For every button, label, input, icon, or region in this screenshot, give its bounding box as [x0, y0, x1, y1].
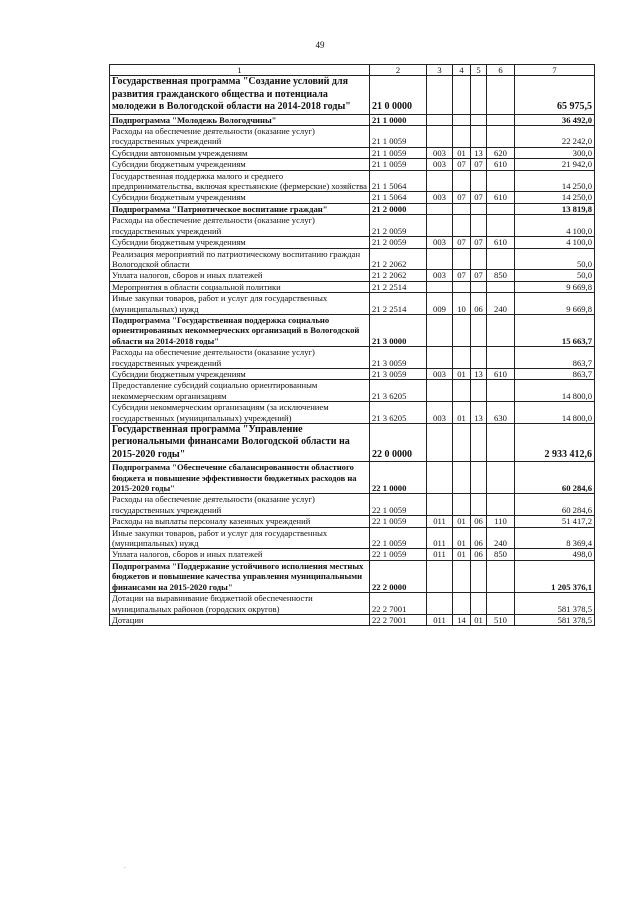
- row-pr-cell: 13: [471, 147, 487, 158]
- row-code-cell: 21 2 2062: [370, 248, 427, 270]
- row-vr-cell: [427, 215, 453, 237]
- row-code-cell: 22 2 0000: [370, 560, 427, 592]
- row-vid-cell: [487, 248, 515, 270]
- row-vid-cell: [487, 215, 515, 237]
- row-rz-cell: [453, 462, 471, 494]
- row-vid-cell: 110: [487, 516, 515, 527]
- subprogram-row: [110, 203, 595, 214]
- row-name-cell: Государственная программа "Создание условий для развития гражданского общества и потенциала молодежи в Вологодской области на 2014-2018 годы": [110, 76, 370, 114]
- row-sum-cell: 8 369,4: [515, 527, 595, 549]
- header-cell: 1: [110, 65, 370, 76]
- row-code-cell: 21 3 0059: [370, 347, 427, 369]
- row-name-cell: Расходы на обеспечение деятельности (оказание услуг) государственных учреждений: [110, 215, 370, 237]
- row-code-cell: 22 0 0000: [370, 424, 427, 462]
- row-vid-cell: 510: [487, 614, 515, 625]
- row-vr-cell: 003: [427, 237, 453, 248]
- row-code-cell: 21 1 5064: [370, 170, 427, 192]
- budget-table: [109, 64, 595, 626]
- row-code-cell: 21 2 0059: [370, 215, 427, 237]
- row-vr-cell: [427, 126, 453, 148]
- row-sum-cell: 15 663,7: [515, 314, 595, 346]
- row-name-cell: Дотации: [110, 614, 370, 625]
- row-rz-cell: [453, 424, 471, 462]
- row-code-cell: 21 3 6205: [370, 402, 427, 424]
- row-vid-cell: [487, 560, 515, 592]
- row-vid-cell: [487, 380, 515, 402]
- row-rz-cell: 01: [453, 147, 471, 158]
- row-vr-cell: 011: [427, 527, 453, 549]
- row-sum-cell: 51 417,2: [515, 516, 595, 527]
- row-name-cell: Расходы на выплаты персоналу казенных учреждений: [110, 516, 370, 527]
- table-row: [110, 614, 595, 625]
- row-vr-cell: [427, 560, 453, 592]
- row-vid-cell: [487, 347, 515, 369]
- row-vr-cell: [427, 462, 453, 494]
- row-pr-cell: [471, 424, 487, 462]
- row-rz-cell: 01: [453, 402, 471, 424]
- row-code-cell: 21 2 0059: [370, 237, 427, 248]
- row-pr-cell: 13: [471, 402, 487, 424]
- row-rz-cell: [453, 560, 471, 592]
- table-row: [110, 593, 595, 615]
- header-cell: 2: [370, 65, 427, 76]
- row-name-cell: Расходы на обеспечение деятельности (оказание услуг) государственных учреждений: [110, 126, 370, 148]
- row-sum-cell: 50,0: [515, 248, 595, 270]
- row-vr-cell: 003: [427, 147, 453, 158]
- row-vid-cell: 850: [487, 270, 515, 281]
- row-vid-cell: [487, 170, 515, 192]
- table-row: [110, 215, 595, 237]
- row-name-cell: Подпрограмма "Молодежь Вологодчины": [110, 114, 370, 125]
- row-rz-cell: [453, 76, 471, 114]
- row-sum-cell: 498,0: [515, 549, 595, 560]
- subprogram-row: [110, 314, 595, 346]
- row-code-cell: 21 0 0000: [370, 76, 427, 114]
- row-vid-cell: 630: [487, 402, 515, 424]
- row-rz-cell: [453, 126, 471, 148]
- page-number: 49: [315, 40, 325, 50]
- row-sum-cell: 22 242,0: [515, 126, 595, 148]
- row-vr-cell: [427, 380, 453, 402]
- table-row: [110, 516, 595, 527]
- row-sum-cell: 13 819,8: [515, 203, 595, 214]
- row-vid-cell: 610: [487, 192, 515, 203]
- table-row: [110, 527, 595, 549]
- row-sum-cell: 9 669,8: [515, 293, 595, 315]
- row-vid-cell: [487, 281, 515, 292]
- row-code-cell: 21 3 0059: [370, 368, 427, 379]
- row-sum-cell: 4 100,0: [515, 215, 595, 237]
- row-name-cell: Иные закупки товаров, работ и услуг для государственных (муниципальных) нужд: [110, 293, 370, 315]
- row-pr-cell: [471, 203, 487, 214]
- row-code-cell: 21 1 0059: [370, 126, 427, 148]
- row-vr-cell: 003: [427, 402, 453, 424]
- row-rz-cell: 01: [453, 527, 471, 549]
- row-sum-cell: 4 100,0: [515, 237, 595, 248]
- header-cell: 5: [471, 65, 487, 76]
- row-vid-cell: 610: [487, 159, 515, 170]
- table-row: [110, 549, 595, 560]
- row-name-cell: Субсидии бюджетным учреждениям: [110, 159, 370, 170]
- row-pr-cell: [471, 462, 487, 494]
- table-row: [110, 170, 595, 192]
- row-rz-cell: [453, 380, 471, 402]
- row-pr-cell: 06: [471, 527, 487, 549]
- row-name-cell: Реализация мероприятий по патриотическому воспитанию граждан Вологодской области: [110, 248, 370, 270]
- row-name-cell: Подпрограмма "Государственная поддержка социально ориентированных некоммерческих организаций в Вологодской области на 2014-2018 годы": [110, 314, 370, 346]
- row-pr-cell: [471, 76, 487, 114]
- row-pr-cell: 06: [471, 293, 487, 315]
- row-vr-cell: [427, 76, 453, 114]
- table-row: [110, 237, 595, 248]
- row-name-cell: Мероприятия в области социальной политики: [110, 281, 370, 292]
- row-code-cell: 21 1 5064: [370, 192, 427, 203]
- row-sum-cell: 60 284,6: [515, 462, 595, 494]
- row-vr-cell: 011: [427, 549, 453, 560]
- row-rz-cell: 01: [453, 516, 471, 527]
- row-pr-cell: [471, 170, 487, 192]
- row-vr-cell: [427, 248, 453, 270]
- subprogram-row: [110, 462, 595, 494]
- row-vr-cell: [427, 203, 453, 214]
- table-row: [110, 270, 595, 281]
- row-vid-cell: 240: [487, 527, 515, 549]
- row-vr-cell: 011: [427, 516, 453, 527]
- row-name-cell: Субсидии некоммерческим организациям (за исключением государственных (муниципальных) учреждений): [110, 402, 370, 424]
- row-vr-cell: 003: [427, 368, 453, 379]
- row-pr-cell: 07: [471, 270, 487, 281]
- row-sum-cell: 581 378,5: [515, 593, 595, 615]
- row-vr-cell: 009: [427, 293, 453, 315]
- row-vid-cell: [487, 126, 515, 148]
- row-name-cell: Субсидии бюджетным учреждениям: [110, 192, 370, 203]
- table-row: [110, 159, 595, 170]
- row-vid-cell: 850: [487, 549, 515, 560]
- row-name-cell: Субсидии бюджетным учреждениям: [110, 368, 370, 379]
- row-name-cell: Государственная программа "Управление региональными финансами Вологодской области на 2015-2020 годы": [110, 424, 370, 462]
- row-pr-cell: 07: [471, 237, 487, 248]
- row-sum-cell: 60 284,6: [515, 494, 595, 516]
- row-vr-cell: [427, 424, 453, 462]
- table-row: [110, 192, 595, 203]
- row-code-cell: 22 2 7001: [370, 614, 427, 625]
- row-sum-cell: 21 942,0: [515, 159, 595, 170]
- row-sum-cell: 65 975,5: [515, 76, 595, 114]
- row-vr-cell: [427, 494, 453, 516]
- row-vid-cell: [487, 424, 515, 462]
- subprogram-row: [110, 114, 595, 125]
- row-vr-cell: [427, 347, 453, 369]
- row-vid-cell: 610: [487, 368, 515, 379]
- row-pr-cell: 07: [471, 159, 487, 170]
- row-pr-cell: [471, 248, 487, 270]
- table-row: [110, 494, 595, 516]
- row-code-cell: 21 1 0059: [370, 147, 427, 158]
- row-vid-cell: [487, 203, 515, 214]
- subprogram-row: [110, 560, 595, 592]
- row-name-cell: Иные закупки товаров, работ и услуг для государственных (муниципальных) нужд: [110, 527, 370, 549]
- row-vid-cell: [487, 114, 515, 125]
- row-rz-cell: [453, 170, 471, 192]
- row-rz-cell: [453, 347, 471, 369]
- row-vr-cell: 003: [427, 270, 453, 281]
- row-vid-cell: [487, 462, 515, 494]
- row-pr-cell: [471, 347, 487, 369]
- row-sum-cell: 50,0: [515, 270, 595, 281]
- row-rz-cell: 07: [453, 237, 471, 248]
- row-rz-cell: [453, 114, 471, 125]
- row-name-cell: Уплата налогов, сборов и иных платежей: [110, 270, 370, 281]
- row-sum-cell: 9 669,8: [515, 281, 595, 292]
- row-pr-cell: [471, 114, 487, 125]
- row-vid-cell: [487, 494, 515, 516]
- row-sum-cell: 300,0: [515, 147, 595, 158]
- row-code-cell: 21 2 2514: [370, 281, 427, 292]
- row-vr-cell: [427, 281, 453, 292]
- row-rz-cell: 14: [453, 614, 471, 625]
- row-pr-cell: 01: [471, 614, 487, 625]
- row-rz-cell: 07: [453, 192, 471, 203]
- row-code-cell: 22 2 7001: [370, 593, 427, 615]
- row-pr-cell: [471, 281, 487, 292]
- row-rz-cell: [453, 248, 471, 270]
- row-code-cell: 22 1 0059: [370, 549, 427, 560]
- row-sum-cell: 14 250,0: [515, 170, 595, 192]
- row-vr-cell: [427, 114, 453, 125]
- row-sum-cell: 581 378,5: [515, 614, 595, 625]
- table-row: [110, 126, 595, 148]
- row-name-cell: Подпрограмма "Патриотическое воспитание граждан": [110, 203, 370, 214]
- row-rz-cell: 01: [453, 368, 471, 379]
- row-code-cell: 21 3 0000: [370, 314, 427, 346]
- row-pr-cell: [471, 560, 487, 592]
- table-row: [110, 380, 595, 402]
- row-code-cell: 22 1 0059: [370, 527, 427, 549]
- table-row: [110, 368, 595, 379]
- table-row: [110, 147, 595, 158]
- row-name-cell: Расходы на обеспечение деятельности (оказание услуг) государственных учреждений: [110, 494, 370, 516]
- row-rz-cell: [453, 314, 471, 346]
- row-rz-cell: [453, 215, 471, 237]
- row-name-cell: Субсидии бюджетным учреждениям: [110, 237, 370, 248]
- program-row: [110, 76, 595, 114]
- row-vr-cell: 003: [427, 192, 453, 203]
- row-pr-cell: [471, 126, 487, 148]
- row-code-cell: 21 1 0059: [370, 159, 427, 170]
- row-vr-cell: [427, 314, 453, 346]
- row-name-cell: Расходы на обеспечение деятельности (оказание услуг) государственных учреждений: [110, 347, 370, 369]
- row-rz-cell: 01: [453, 549, 471, 560]
- row-name-cell: Подпрограмма "Поддержание устойчивого исполнения местных бюджетов и повышение качества управления муниципальными финансами на 2015-2020 годы": [110, 560, 370, 592]
- row-pr-cell: 13: [471, 368, 487, 379]
- row-code-cell: 21 2 2062: [370, 270, 427, 281]
- header-cell: 4: [453, 65, 471, 76]
- row-vr-cell: [427, 170, 453, 192]
- row-code-cell: 21 2 0000: [370, 203, 427, 214]
- row-vid-cell: 240: [487, 293, 515, 315]
- row-vid-cell: 610: [487, 237, 515, 248]
- row-name-cell: Государственная поддержка малого и среднего предпринимательства, включая крестьянские (фермерские) хозяйства: [110, 170, 370, 192]
- row-pr-cell: [471, 314, 487, 346]
- row-rz-cell: [453, 203, 471, 214]
- table-row: [110, 347, 595, 369]
- row-sum-cell: 14 800,0: [515, 402, 595, 424]
- row-sum-cell: 863,7: [515, 347, 595, 369]
- row-code-cell: 22 1 0059: [370, 494, 427, 516]
- row-sum-cell: 1 205 376,1: [515, 560, 595, 592]
- row-vid-cell: [487, 314, 515, 346]
- row-pr-cell: [471, 593, 487, 615]
- header-cell: 6: [487, 65, 515, 76]
- row-rz-cell: 10: [453, 293, 471, 315]
- row-sum-cell: 36 492,0: [515, 114, 595, 125]
- row-pr-cell: 07: [471, 192, 487, 203]
- row-name-cell: Уплата налогов, сборов и иных платежей: [110, 549, 370, 560]
- row-pr-cell: 06: [471, 516, 487, 527]
- row-pr-cell: [471, 215, 487, 237]
- row-rz-cell: [453, 494, 471, 516]
- table-row: [110, 293, 595, 315]
- row-sum-cell: 2 933 412,6: [515, 424, 595, 462]
- table-row: [110, 281, 595, 292]
- row-vr-cell: 003: [427, 159, 453, 170]
- row-vid-cell: [487, 593, 515, 615]
- row-code-cell: 22 1 0059: [370, 516, 427, 527]
- row-code-cell: 21 1 0000: [370, 114, 427, 125]
- row-vr-cell: [427, 593, 453, 615]
- margin-mark: .: [124, 862, 126, 870]
- row-name-cell: Субсидии автономным учреждениям: [110, 147, 370, 158]
- row-name-cell: Дотации на выравнивание бюджетной обеспеченности муниципальных районов (городских округов): [110, 593, 370, 615]
- row-vr-cell: 011: [427, 614, 453, 625]
- row-sum-cell: 14 250,0: [515, 192, 595, 203]
- row-code-cell: 22 1 0000: [370, 462, 427, 494]
- row-name-cell: Подпрограмма "Обеспечение сбалансированности областного бюджета и повышение эффективности бюджетных расходов на 2015-2020 годы": [110, 462, 370, 494]
- row-pr-cell: 06: [471, 549, 487, 560]
- row-name-cell: Предоставление субсидий социально ориентированным некоммерческим организациям: [110, 380, 370, 402]
- program-row: [110, 424, 595, 462]
- row-vid-cell: 620: [487, 147, 515, 158]
- row-rz-cell: [453, 593, 471, 615]
- header-cell: 3: [427, 65, 453, 76]
- table-row: [110, 248, 595, 270]
- row-code-cell: 21 3 6205: [370, 380, 427, 402]
- row-sum-cell: 863,7: [515, 368, 595, 379]
- row-pr-cell: [471, 494, 487, 516]
- table-row: [110, 402, 595, 424]
- row-sum-cell: 14 800,0: [515, 380, 595, 402]
- row-rz-cell: 07: [453, 270, 471, 281]
- row-code-cell: 21 2 2514: [370, 293, 427, 315]
- header-cell: 7: [515, 65, 595, 76]
- row-pr-cell: [471, 380, 487, 402]
- row-vid-cell: [487, 76, 515, 114]
- row-rz-cell: [453, 281, 471, 292]
- table-header-row: [110, 65, 595, 76]
- row-rz-cell: 07: [453, 159, 471, 170]
